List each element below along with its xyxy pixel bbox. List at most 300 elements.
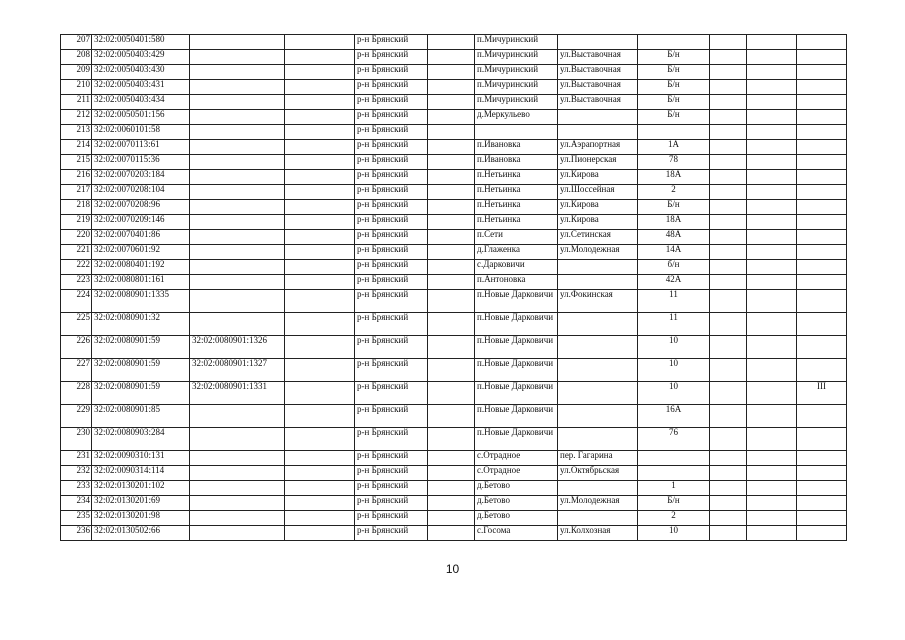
linked-cadastral-number — [190, 275, 285, 290]
empty-cell — [285, 359, 355, 382]
locality: д.Бетово — [475, 481, 558, 496]
house-number: Б/н — [638, 50, 710, 65]
extra-mark — [797, 290, 847, 313]
house-number: 11 — [638, 290, 710, 313]
street — [558, 125, 638, 140]
street: ул.Выставочная — [558, 65, 638, 80]
house-number: 18А — [638, 215, 710, 230]
locality: п.Мичуринский — [475, 50, 558, 65]
table-row — [61, 65, 847, 80]
house-number: Б/н — [638, 496, 710, 511]
house-number: 48А — [638, 230, 710, 245]
row-number: 233 — [61, 481, 92, 496]
cadastral-number: 32:02:0130502:66 — [92, 526, 190, 541]
extra-mark — [797, 200, 847, 215]
empty-cell — [285, 65, 355, 80]
table-row — [61, 496, 847, 511]
row-number: 208 — [61, 50, 92, 65]
cadastral-number: 32:02:0070208:104 — [92, 185, 190, 200]
empty-cell — [428, 35, 475, 50]
street — [558, 511, 638, 526]
district: р-н Брянский — [355, 359, 428, 382]
street: ул.Кирова — [558, 170, 638, 185]
cadastral-number: 32:02:0080901:59 — [92, 359, 190, 382]
linked-cadastral-number — [190, 125, 285, 140]
locality: д.Меркульево — [475, 110, 558, 125]
empty-cell — [428, 230, 475, 245]
locality: п.Нетьинка — [475, 215, 558, 230]
table-row — [61, 215, 847, 230]
cadastral-number: 32:02:0130201:69 — [92, 496, 190, 511]
row-number: 209 — [61, 65, 92, 80]
table-row — [61, 451, 847, 466]
house-number: 42А — [638, 275, 710, 290]
district: р-н Брянский — [355, 526, 428, 541]
empty-cell — [747, 451, 797, 466]
extra-mark — [797, 275, 847, 290]
empty-cell — [747, 50, 797, 65]
empty-cell — [285, 50, 355, 65]
cadastral-number: 32:02:0090310:131 — [92, 451, 190, 466]
row-number: 225 — [61, 313, 92, 336]
table-row — [61, 80, 847, 95]
empty-cell — [428, 451, 475, 466]
empty-cell — [747, 511, 797, 526]
empty-cell — [747, 382, 797, 405]
row-number: 217 — [61, 185, 92, 200]
locality: п.Нетьинка — [475, 200, 558, 215]
table-row — [61, 35, 847, 50]
house-number: 78 — [638, 155, 710, 170]
cadastral-number: 32:02:0070113:61 — [92, 140, 190, 155]
empty-cell — [428, 336, 475, 359]
empty-cell — [285, 125, 355, 140]
empty-cell — [710, 336, 747, 359]
empty-cell — [747, 200, 797, 215]
empty-cell — [285, 185, 355, 200]
cadastral-number: 32:02:0070115:36 — [92, 155, 190, 170]
house-number: 14А — [638, 245, 710, 260]
empty-cell — [710, 359, 747, 382]
empty-cell — [428, 245, 475, 260]
linked-cadastral-number — [190, 35, 285, 50]
row-number: 224 — [61, 290, 92, 313]
street: ул.Выставочная — [558, 95, 638, 110]
extra-mark — [797, 170, 847, 185]
cadastral-number: 32:02:0080901:85 — [92, 405, 190, 428]
row-number: 220 — [61, 230, 92, 245]
street: ул.Фокинская — [558, 290, 638, 313]
empty-cell — [428, 140, 475, 155]
cadastral-number: 32:02:0070209:146 — [92, 215, 190, 230]
empty-cell — [710, 125, 747, 140]
extra-mark — [797, 65, 847, 80]
street: ул.Молодежная — [558, 496, 638, 511]
empty-cell — [747, 405, 797, 428]
row-number: 221 — [61, 245, 92, 260]
row-number: 212 — [61, 110, 92, 125]
empty-cell — [428, 50, 475, 65]
linked-cadastral-number — [190, 245, 285, 260]
cadastral-number: 32:02:0050403:434 — [92, 95, 190, 110]
district: р-н Брянский — [355, 125, 428, 140]
table-row — [61, 428, 847, 451]
street: ул.Колхозная — [558, 526, 638, 541]
extra-mark — [797, 260, 847, 275]
row-number: 222 — [61, 260, 92, 275]
table-row — [61, 245, 847, 260]
locality: п.Нетьинка — [475, 170, 558, 185]
linked-cadastral-number — [190, 50, 285, 65]
locality: п.Сети — [475, 230, 558, 245]
cadastral-number: 32:02:0080901:32 — [92, 313, 190, 336]
empty-cell — [747, 230, 797, 245]
empty-cell — [428, 95, 475, 110]
table-body — [61, 35, 847, 541]
empty-cell — [285, 95, 355, 110]
cadastral-table — [60, 34, 847, 541]
table-row — [61, 200, 847, 215]
empty-cell — [747, 125, 797, 140]
street — [558, 405, 638, 428]
empty-cell — [710, 511, 747, 526]
extra-mark — [797, 110, 847, 125]
linked-cadastral-number — [190, 170, 285, 185]
empty-cell — [710, 451, 747, 466]
linked-cadastral-number — [190, 466, 285, 481]
district: р-н Брянский — [355, 511, 428, 526]
linked-cadastral-number: 32:02:0080901:1327 — [190, 359, 285, 382]
empty-cell — [428, 110, 475, 125]
empty-cell — [428, 275, 475, 290]
empty-cell — [428, 170, 475, 185]
empty-cell — [285, 405, 355, 428]
table-row — [61, 155, 847, 170]
linked-cadastral-number — [190, 526, 285, 541]
empty-cell — [747, 110, 797, 125]
empty-cell — [285, 290, 355, 313]
row-number: 223 — [61, 275, 92, 290]
empty-cell — [747, 313, 797, 336]
empty-cell — [747, 336, 797, 359]
linked-cadastral-number: 32:02:0080901:1326 — [190, 336, 285, 359]
row-number: 230 — [61, 428, 92, 451]
empty-cell — [285, 511, 355, 526]
linked-cadastral-number — [190, 230, 285, 245]
house-number: Б/н — [638, 95, 710, 110]
empty-cell — [428, 125, 475, 140]
empty-cell — [285, 200, 355, 215]
empty-cell — [710, 110, 747, 125]
street — [558, 481, 638, 496]
extra-mark — [797, 125, 847, 140]
locality: д.Бетово — [475, 511, 558, 526]
house-number: Б/н — [638, 65, 710, 80]
district: р-н Брянский — [355, 481, 428, 496]
street: ул.Молодежная — [558, 245, 638, 260]
empty-cell — [285, 336, 355, 359]
street: ул.Аэрапортная — [558, 140, 638, 155]
linked-cadastral-number — [190, 80, 285, 95]
empty-cell — [285, 35, 355, 50]
street — [558, 275, 638, 290]
linked-cadastral-number — [190, 313, 285, 336]
empty-cell — [747, 481, 797, 496]
table-row — [61, 125, 847, 140]
house-number: 2 — [638, 511, 710, 526]
empty-cell — [428, 511, 475, 526]
empty-cell — [747, 35, 797, 50]
locality: с.Отрадное — [475, 451, 558, 466]
table-row — [61, 511, 847, 526]
empty-cell — [747, 65, 797, 80]
street: пер. Гагарина — [558, 451, 638, 466]
empty-cell — [747, 275, 797, 290]
row-number: 216 — [61, 170, 92, 185]
empty-cell — [428, 313, 475, 336]
house-number: 10 — [638, 526, 710, 541]
locality: п.Новые Дарковичи — [475, 428, 558, 451]
empty-cell — [428, 405, 475, 428]
row-number: 215 — [61, 155, 92, 170]
linked-cadastral-number — [190, 451, 285, 466]
empty-cell — [428, 185, 475, 200]
empty-cell — [428, 200, 475, 215]
empty-cell — [710, 185, 747, 200]
extra-mark: III — [797, 382, 847, 405]
street — [558, 382, 638, 405]
locality: п.Новые Дарковичи — [475, 313, 558, 336]
row-number: 236 — [61, 526, 92, 541]
empty-cell — [710, 215, 747, 230]
table-row — [61, 260, 847, 275]
locality: п.Мичуринский — [475, 65, 558, 80]
table-row — [61, 405, 847, 428]
row-number: 218 — [61, 200, 92, 215]
district: р-н Брянский — [355, 428, 428, 451]
empty-cell — [710, 260, 747, 275]
empty-cell — [710, 65, 747, 80]
empty-cell — [428, 80, 475, 95]
empty-cell — [710, 428, 747, 451]
empty-cell — [710, 290, 747, 313]
district: р-н Брянский — [355, 65, 428, 80]
row-number: 234 — [61, 496, 92, 511]
empty-cell — [710, 200, 747, 215]
district: р-н Брянский — [355, 405, 428, 428]
district: р-н Брянский — [355, 140, 428, 155]
linked-cadastral-number — [190, 260, 285, 275]
table-row — [61, 110, 847, 125]
extra-mark — [797, 496, 847, 511]
district: р-н Брянский — [355, 185, 428, 200]
linked-cadastral-number — [190, 65, 285, 80]
empty-cell — [285, 140, 355, 155]
table-row — [61, 336, 847, 359]
locality: п.Мичуринский — [475, 80, 558, 95]
row-number: 226 — [61, 336, 92, 359]
empty-cell — [747, 496, 797, 511]
empty-cell — [747, 290, 797, 313]
cadastral-number: 32:02:0070401:86 — [92, 230, 190, 245]
empty-cell — [428, 290, 475, 313]
row-number: 229 — [61, 405, 92, 428]
house-number — [638, 125, 710, 140]
linked-cadastral-number — [190, 200, 285, 215]
empty-cell — [428, 65, 475, 80]
house-number: б/н — [638, 260, 710, 275]
cadastral-number: 32:02:0060101:58 — [92, 125, 190, 140]
house-number: 10 — [638, 382, 710, 405]
locality: д.Глаженка — [475, 245, 558, 260]
locality: с.Госома — [475, 526, 558, 541]
district: р-н Брянский — [355, 275, 428, 290]
empty-cell — [285, 526, 355, 541]
empty-cell — [285, 230, 355, 245]
table-row — [61, 313, 847, 336]
street: ул.Выставочная — [558, 50, 638, 65]
row-number: 207 — [61, 35, 92, 50]
empty-cell — [747, 466, 797, 481]
extra-mark — [797, 313, 847, 336]
locality: п.Новые Дарковичи — [475, 336, 558, 359]
linked-cadastral-number — [190, 511, 285, 526]
extra-mark — [797, 35, 847, 50]
row-number: 231 — [61, 451, 92, 466]
house-number: 76 — [638, 428, 710, 451]
empty-cell — [428, 155, 475, 170]
extra-mark — [797, 405, 847, 428]
cadastral-number: 32:02:0090314:114 — [92, 466, 190, 481]
empty-cell — [428, 428, 475, 451]
page-number: 10 — [445, 562, 460, 576]
street — [558, 110, 638, 125]
table-row — [61, 359, 847, 382]
empty-cell — [285, 481, 355, 496]
empty-cell — [285, 110, 355, 125]
empty-cell — [710, 526, 747, 541]
street — [558, 260, 638, 275]
extra-mark — [797, 359, 847, 382]
cadastral-number: 32:02:0050401:580 — [92, 35, 190, 50]
empty-cell — [428, 526, 475, 541]
extra-mark — [797, 230, 847, 245]
cadastral-number: 32:02:0130201:102 — [92, 481, 190, 496]
house-number: 10 — [638, 336, 710, 359]
district: р-н Брянский — [355, 95, 428, 110]
empty-cell — [285, 245, 355, 260]
empty-cell — [710, 275, 747, 290]
row-number: 214 — [61, 140, 92, 155]
extra-mark — [797, 155, 847, 170]
extra-mark — [797, 466, 847, 481]
extra-mark — [797, 526, 847, 541]
linked-cadastral-number — [190, 95, 285, 110]
locality: с.Отрадное — [475, 466, 558, 481]
empty-cell — [747, 95, 797, 110]
extra-mark — [797, 80, 847, 95]
district: р-н Брянский — [355, 290, 428, 313]
house-number: 1 — [638, 481, 710, 496]
empty-cell — [285, 451, 355, 466]
extra-mark — [797, 95, 847, 110]
linked-cadastral-number — [190, 290, 285, 313]
district: р-н Брянский — [355, 496, 428, 511]
district: р-н Брянский — [355, 230, 428, 245]
district: р-н Брянский — [355, 313, 428, 336]
table-row — [61, 50, 847, 65]
house-number: Б/н — [638, 80, 710, 95]
cadastral-number: 32:02:0050501:156 — [92, 110, 190, 125]
district: р-н Брянский — [355, 451, 428, 466]
cadastral-number: 32:02:0080801:161 — [92, 275, 190, 290]
row-number: 228 — [61, 382, 92, 405]
extra-mark — [797, 50, 847, 65]
cadastral-number: 32:02:0080903:284 — [92, 428, 190, 451]
row-number: 227 — [61, 359, 92, 382]
extra-mark — [797, 185, 847, 200]
linked-cadastral-number — [190, 405, 285, 428]
locality: п.Ивановка — [475, 140, 558, 155]
empty-cell — [747, 80, 797, 95]
empty-cell — [285, 80, 355, 95]
empty-cell — [710, 466, 747, 481]
row-number: 213 — [61, 125, 92, 140]
locality: п.Новые Дарковичи — [475, 382, 558, 405]
locality — [475, 125, 558, 140]
empty-cell — [710, 170, 747, 185]
empty-cell — [285, 215, 355, 230]
cadastral-number: 32:02:0080901:1335 — [92, 290, 190, 313]
empty-cell — [747, 140, 797, 155]
table-row — [61, 140, 847, 155]
linked-cadastral-number — [190, 215, 285, 230]
empty-cell — [710, 50, 747, 65]
empty-cell — [428, 496, 475, 511]
district: р-н Брянский — [355, 466, 428, 481]
empty-cell — [747, 170, 797, 185]
cadastral-number: 32:02:0050403:431 — [92, 80, 190, 95]
house-number: 1А — [638, 140, 710, 155]
locality: п.Мичуринский — [475, 35, 558, 50]
row-number: 210 — [61, 80, 92, 95]
cadastral-number: 32:02:0080901:59 — [92, 336, 190, 359]
empty-cell — [428, 215, 475, 230]
row-number: 211 — [61, 95, 92, 110]
table-row — [61, 170, 847, 185]
linked-cadastral-number: 32:02:0080901:1331 — [190, 382, 285, 405]
linked-cadastral-number — [190, 481, 285, 496]
district: р-н Брянский — [355, 336, 428, 359]
empty-cell — [710, 95, 747, 110]
empty-cell — [710, 245, 747, 260]
house-number — [638, 466, 710, 481]
street: ул.Октябрьская — [558, 466, 638, 481]
extra-mark — [797, 451, 847, 466]
house-number: 16А — [638, 405, 710, 428]
table-row — [61, 382, 847, 405]
empty-cell — [747, 260, 797, 275]
cadastral-number: 32:02:0070208:96 — [92, 200, 190, 215]
empty-cell — [747, 185, 797, 200]
street: ул.Пионерская — [558, 155, 638, 170]
district: р-н Брянский — [355, 35, 428, 50]
linked-cadastral-number — [190, 185, 285, 200]
linked-cadastral-number — [190, 428, 285, 451]
empty-cell — [285, 170, 355, 185]
locality: п.Новые Дарковичи — [475, 405, 558, 428]
empty-cell — [710, 35, 747, 50]
